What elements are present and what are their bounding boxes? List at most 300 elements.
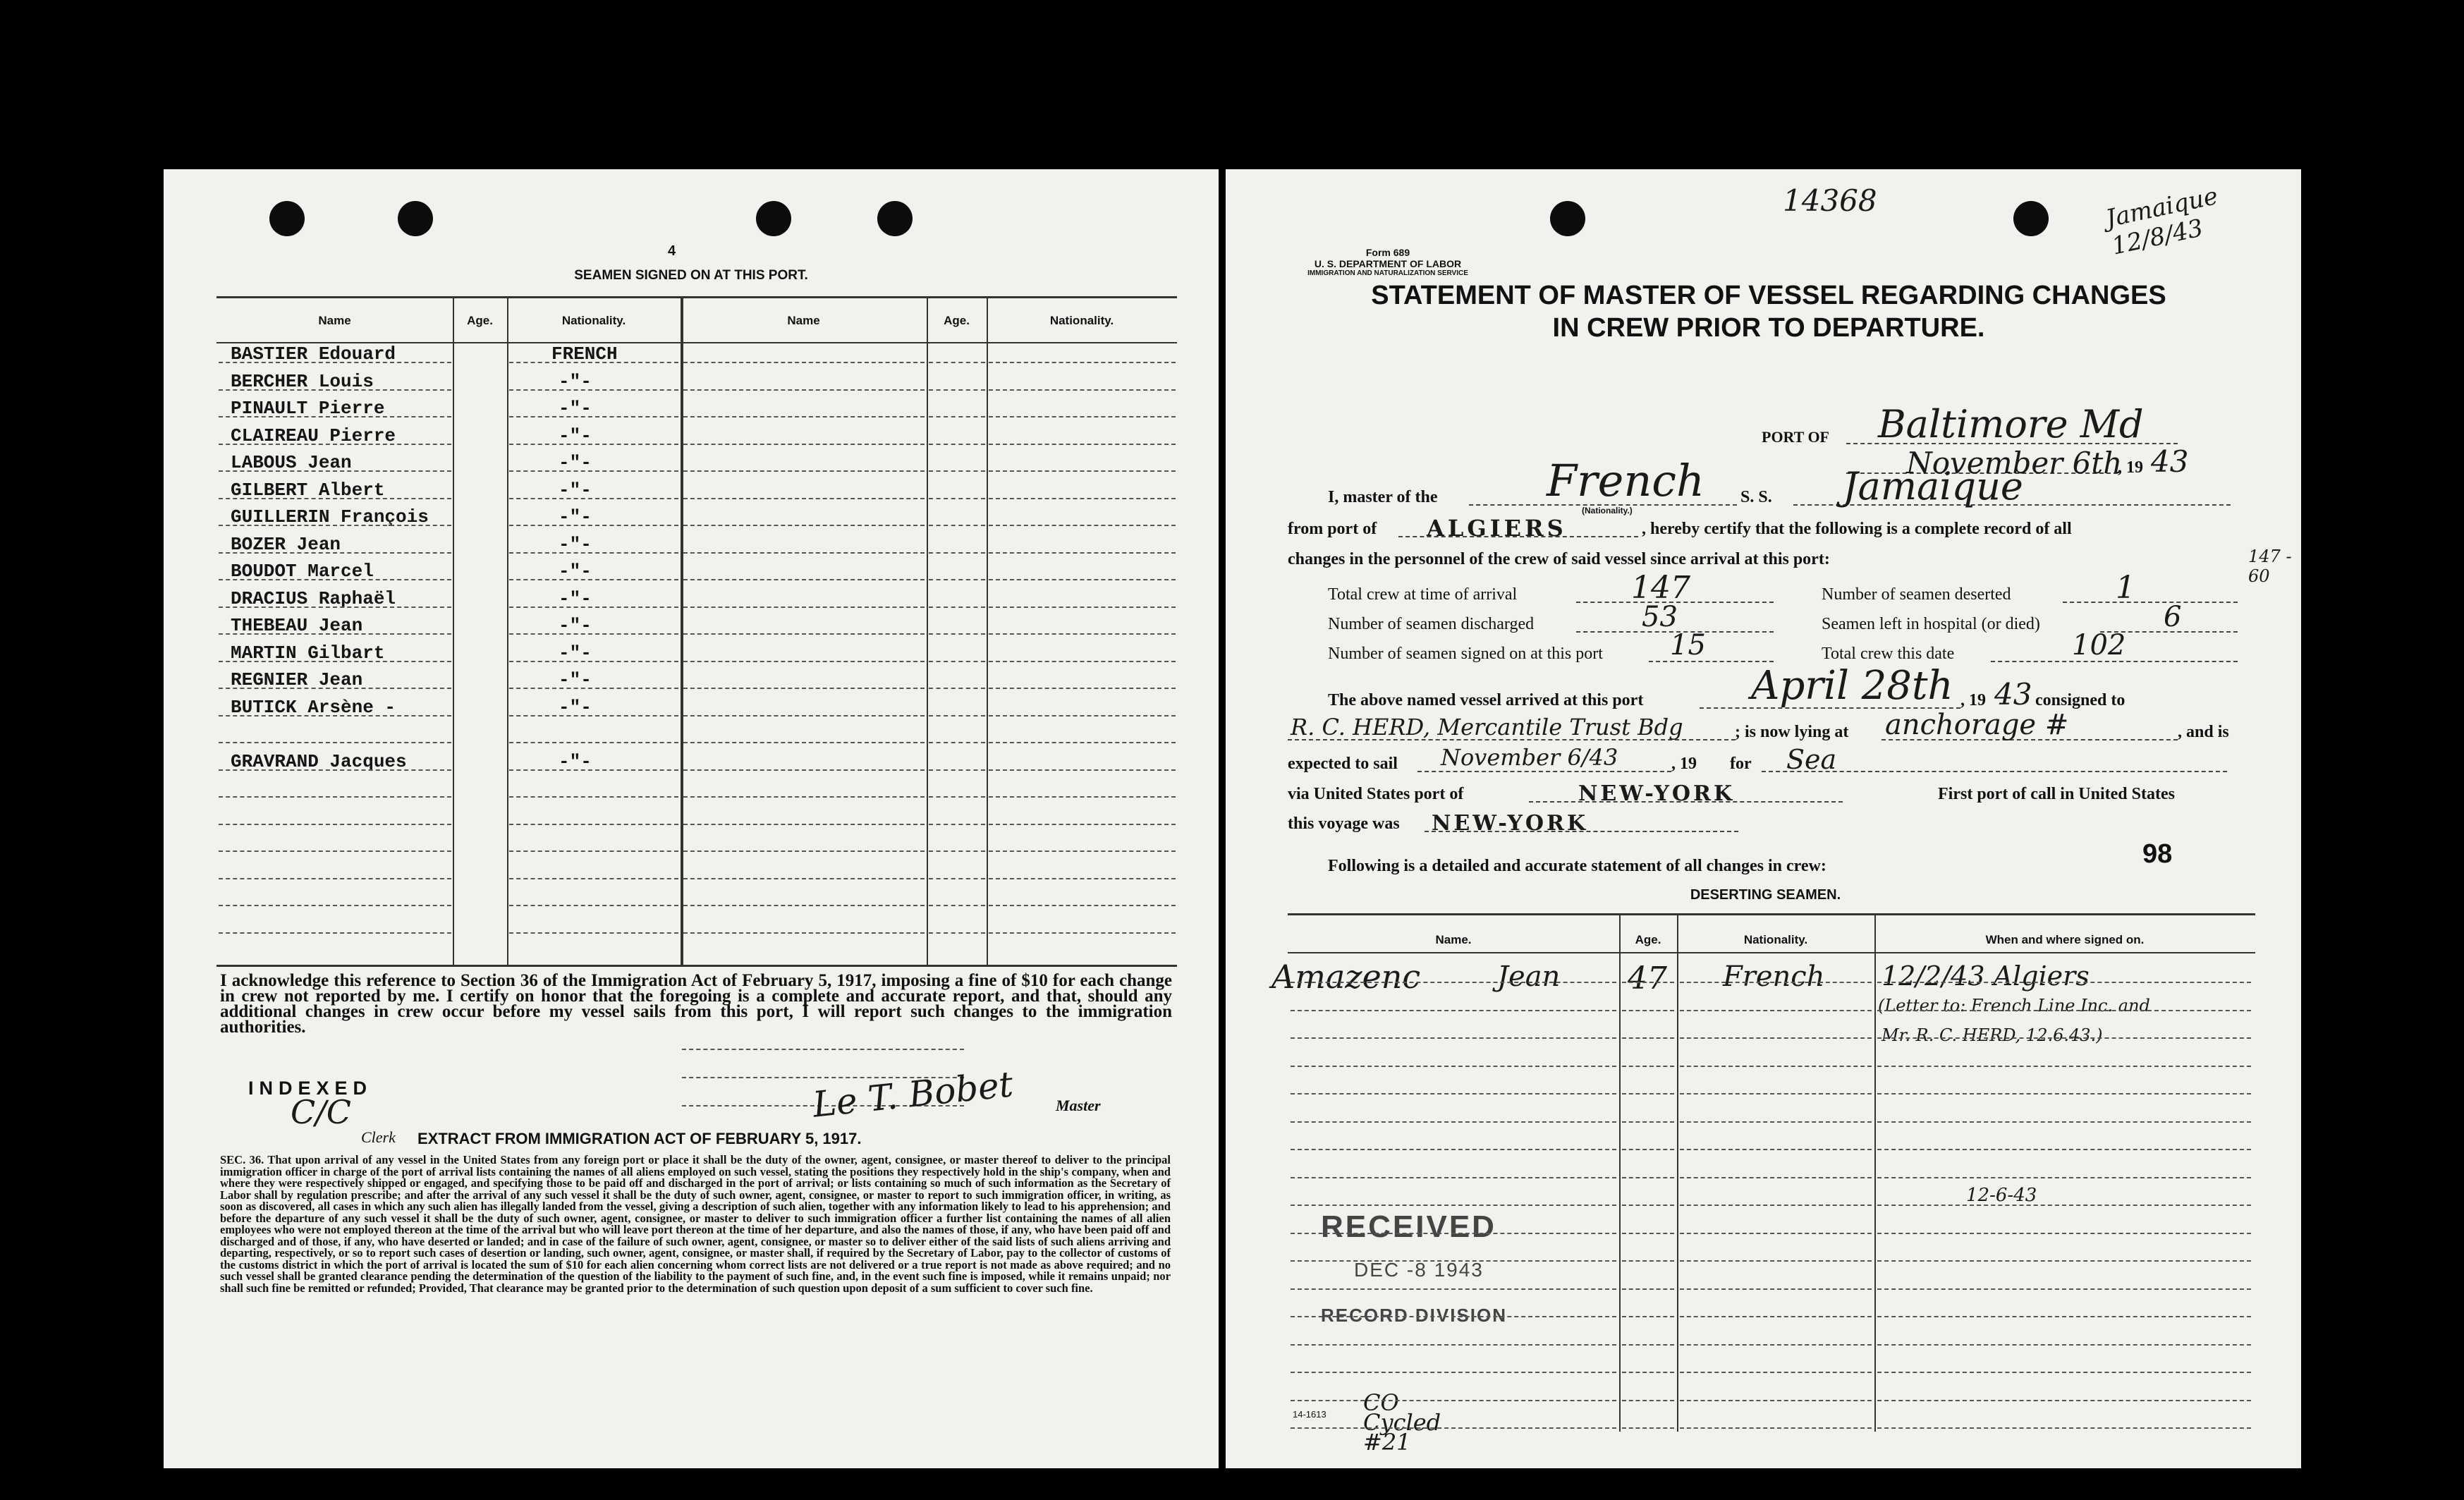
d-col-age: Age.	[1635, 933, 1661, 946]
stamp-number: 14368	[1783, 183, 1877, 218]
master-of-label: I, master of the	[1328, 488, 1438, 506]
d-row-rule	[1680, 1316, 1872, 1317]
d-col-nationality: Nationality.	[1743, 933, 1808, 946]
row-rule	[929, 389, 985, 391]
row-rule	[509, 824, 678, 825]
d-row-rule	[1680, 1288, 1872, 1290]
row-rule	[219, 444, 451, 445]
seaman-name: MARTIN Gilbart	[231, 642, 385, 664]
row-rule	[989, 661, 1176, 662]
d-row-rule	[1877, 1372, 2251, 1373]
row-rule	[989, 850, 1176, 852]
table-top-rule	[216, 296, 1177, 298]
row-rule	[989, 878, 1176, 879]
col-divider	[507, 296, 508, 965]
d-row-rule	[1877, 1344, 2251, 1346]
form-number: Form 689	[1365, 247, 1410, 258]
row-rule	[219, 389, 451, 391]
first-port-label: First port of call in United States	[1938, 785, 2175, 803]
row-rule	[929, 688, 985, 689]
row-rule	[929, 932, 985, 934]
following-text: Following is a detailed and accurate statement of all changes in crew:	[1328, 857, 1826, 875]
d-row-rule	[1680, 1372, 1872, 1373]
seaman-nationality: -"-	[559, 425, 592, 446]
row-rule	[929, 850, 985, 852]
from-port-value: ALGIERS	[1427, 515, 1567, 542]
d-row-rule	[1622, 1288, 1674, 1290]
d-col-divider	[1677, 913, 1678, 1432]
seaman-nationality: -"-	[559, 506, 592, 528]
row-rule	[219, 796, 451, 798]
signature-rule	[682, 1049, 964, 1050]
seaman-name: GRAVRAND Jacques	[231, 750, 407, 772]
row-rule	[929, 579, 985, 580]
d-col-signed: When and where signed on.	[1985, 933, 2145, 946]
row-rule	[509, 444, 678, 445]
row-rule	[219, 362, 451, 363]
corner-note: Jamaique 12/8/43	[2103, 181, 2221, 261]
d-row-rule	[1680, 1093, 1872, 1094]
d-row-rule	[1680, 1177, 1872, 1178]
d-row-rule	[1291, 1400, 1616, 1401]
seaman-name: PINAULT Pierre	[231, 398, 385, 419]
consignee-value: R. C. HERD, Mercantile Trust Bdg	[1291, 714, 1683, 740]
row-rule	[219, 606, 451, 608]
d-row-rule	[1291, 1010, 1616, 1011]
deserter-first: Jean	[1497, 961, 1561, 993]
d-row-rule	[1622, 1316, 1674, 1317]
row-rule	[989, 606, 1176, 608]
d-row-rule	[1877, 1177, 2251, 1178]
record-division: RECORD DIVISION	[1321, 1305, 1508, 1326]
received-stamp: RECEIVED	[1321, 1209, 1496, 1244]
row-rule	[509, 579, 678, 580]
row-rule	[989, 742, 1176, 743]
punch-hole	[398, 201, 433, 236]
signed-rule	[1649, 661, 1774, 662]
row-rule	[989, 796, 1176, 798]
row-rule	[989, 769, 1176, 771]
seaman-name: GILBERT Albert	[231, 479, 385, 501]
row-rule	[929, 878, 985, 879]
d-row-rule	[1877, 1233, 2251, 1234]
d-row-rule	[1622, 1149, 1674, 1150]
d-row-rule	[1622, 1205, 1674, 1206]
seaman-nationality: -"-	[559, 587, 592, 609]
seaman-name: GUILLERIN François	[231, 506, 429, 528]
row-rule	[509, 661, 678, 662]
nationality-caption: (Nationality.)	[1582, 506, 1633, 516]
row-rule	[683, 362, 925, 363]
row-rule	[219, 416, 451, 417]
extract-title: EXTRACT FROM IMMIGRATION ACT OF FEBRUARY 5, 1917.	[417, 1130, 862, 1147]
expected-value: November 6/43	[1441, 744, 1618, 771]
form-title-line2: IN CREW PRIOR TO DEPARTURE.	[1552, 313, 1985, 343]
page-number: 4	[668, 243, 676, 259]
service: IMMIGRATION AND NATURALIZATION SERVICE	[1307, 269, 1468, 277]
department: U. S. DEPARTMENT OF LABOR	[1314, 258, 1462, 269]
d-row-rule	[1680, 1400, 1872, 1401]
row-rule	[989, 715, 1176, 717]
row-rule	[683, 661, 925, 662]
row-rule	[989, 824, 1176, 825]
deserted-rule	[2063, 602, 2238, 603]
date-note: 12-6-43	[1966, 1185, 2037, 1206]
d-row-rule	[1680, 1010, 1872, 1011]
row-rule	[683, 769, 925, 771]
deserter-note1: (Letter to: French Line Inc. and	[1878, 996, 2150, 1016]
punch-hole	[269, 201, 305, 236]
d-row-rule	[1622, 1066, 1674, 1067]
deserter-signed: 12/2/43 Algiers	[1881, 961, 2090, 992]
d-row-rule	[1877, 982, 2251, 983]
row-rule	[219, 661, 451, 662]
arrived-year: 43	[1994, 677, 2032, 712]
row-rule	[683, 633, 925, 635]
row-rule	[683, 444, 925, 445]
extract-text: SEC. 36. That upon arrival of any vessel in the United States from any foreign port or place it shall be the duty of the owner, agent, consignee, or master thereof to deliver to the principal immigration officer in charge of the port of arrival lists containing the names of all aliens employed on such vessel, stating the positions they respectively hold in the ship's company, when and where they were respectively shipped or engaged, and specifying those to be paid off and discharged in the port of arrival; or lists containing so much of such information as the Secretary of Labor shall by regulation prescribe; and after the arrival of any such vessel it shall be the duty of such owner, agent, consignee, or master to report to such immigration officer, in writing, as soon as discovered, all cases in which any such alien has illegally landed from the vessel, giving a description of such alien, together with any information likely to lead to his apprehension; and before the departure of any such vessel it shall be the duty of such owner, agent, consignee, or master to deliver to such immigration officer a further list containing the names of all alien employees who were not employed thereon at the time of the arrival but who will leave port thereon at the time of her departure, and also the names of those, if any, who have been paid off and discharged and of those, if any, who have deserted or landed; and in case of the failure of such owner, agent, consignee, or master so to deliver either of the said lists of such aliens arriving and departing, respectively, or so to report such cases of desertion or landing, such owner, agent, consignee, or master shall, if required by the Secretary of Labor, pay to the collector of customs of the customs district in which the port of arrival is located the sum of $10 for each alien concerning whom correct lists are not delivered or a true report is not made as above required; and no such vessel shall be granted clearance pending the determination of the question of the liability to the payment of such fine, and, in the event such fine is imposed, while it remains unpaid; nor shall such fine be remitted or refunded; Provided, That clearance may be granted prior to the determination of such question upon deposit of a sum sufficient to cover such fine.	[220, 1153, 1171, 1295]
row-rule	[509, 850, 678, 852]
seaman-nationality: -"-	[559, 452, 592, 473]
row-rule	[683, 905, 925, 906]
row-rule	[683, 850, 925, 852]
row-rule	[929, 525, 985, 526]
d-col-divider	[1619, 913, 1621, 1432]
row-rule	[219, 932, 451, 934]
d-row-rule	[1877, 1121, 2251, 1123]
col-header-age-2: Age.	[944, 314, 970, 327]
row-rule	[683, 579, 925, 580]
col-divider	[927, 296, 928, 965]
row-rule	[509, 525, 678, 526]
row-rule	[683, 389, 925, 391]
seaman-nationality: -"-	[559, 398, 592, 419]
row-rule	[989, 688, 1176, 689]
seaman-name: BOUDOT Marcel	[231, 561, 374, 582]
seaman-nationality: -"-	[559, 669, 592, 690]
d-row-rule	[1622, 1260, 1674, 1262]
indexed-stamp: INDEXED	[248, 1078, 373, 1099]
form-title-line1: STATEMENT OF MASTER OF VESSEL REGARDING CHANGES	[1371, 281, 2166, 310]
row-rule	[219, 525, 451, 526]
seaman-name: REGNIER Jean	[231, 669, 363, 690]
d-table-header-rule	[1288, 952, 2255, 953]
total-arrival-label: Total crew at time of arrival	[1328, 585, 1518, 604]
lying-value: anchorage #	[1885, 709, 2069, 741]
d-row-rule	[1291, 1093, 1616, 1094]
d-row-rule	[1877, 1010, 2251, 1011]
count-note: 98	[2142, 839, 2173, 869]
d-row-rule	[1877, 1093, 2251, 1094]
d-row-rule	[1291, 1288, 1616, 1290]
row-rule	[683, 796, 925, 798]
received-date: DEC -8 1943	[1354, 1259, 1484, 1281]
seaman-name: THEBEAU Jean	[231, 615, 363, 636]
d-row-rule	[1680, 1121, 1872, 1123]
row-rule	[509, 905, 678, 906]
row-rule	[929, 498, 985, 499]
for-label: for	[1730, 755, 1752, 773]
hospital-label: Seamen left in hospital (or died)	[1822, 615, 2040, 633]
row-rule	[989, 552, 1176, 554]
row-rule	[929, 444, 985, 445]
deserter-surname: Amazenc	[1271, 958, 1421, 996]
d-row-rule	[1291, 1372, 1616, 1373]
row-rule	[989, 389, 1176, 391]
row-rule	[509, 389, 678, 391]
deserted-value: 1	[2116, 570, 2135, 606]
row-rule	[929, 552, 985, 554]
deserter-note2: Mr. R. C. HERD, 12.6.43.)	[1881, 1025, 2103, 1045]
seaman-name: BASTIER Edouard	[231, 343, 396, 365]
discharged-label: Number of seamen discharged	[1328, 615, 1535, 633]
d-row-rule	[1622, 1233, 1674, 1234]
d-row-rule	[1622, 1121, 1674, 1123]
row-rule	[989, 932, 1176, 934]
row-rule	[509, 470, 678, 472]
d-row-rule	[1680, 1427, 1872, 1429]
d-row-rule	[1680, 982, 1872, 983]
col-divider	[453, 296, 454, 965]
footer-code: 14-1613	[1293, 1409, 1326, 1420]
d-row-rule	[1291, 1066, 1616, 1067]
row-rule	[683, 498, 925, 499]
col-header-nationality-2: Nationality.	[1049, 314, 1114, 327]
d-row-rule	[1622, 1400, 1674, 1401]
row-rule	[929, 796, 985, 798]
master-label: Master	[1056, 1097, 1101, 1114]
row-rule	[989, 416, 1176, 417]
d-row-rule	[1622, 1177, 1674, 1178]
for-value: Sea	[1786, 744, 1837, 775]
seaman-nationality: -"-	[559, 696, 592, 718]
d-row-rule	[1680, 1037, 1872, 1039]
d-row-rule	[1680, 1205, 1872, 1206]
row-rule	[219, 552, 451, 554]
row-rule	[929, 633, 985, 635]
nationality-value: French	[1547, 455, 1704, 506]
punch-hole	[877, 201, 913, 236]
row-rule	[929, 606, 985, 608]
right-page	[1226, 169, 2301, 1468]
row-rule	[683, 824, 925, 825]
d-row-rule	[1877, 1288, 2251, 1290]
d-row-rule	[1622, 1037, 1674, 1039]
d-row-rule	[1877, 1400, 2251, 1401]
row-rule	[509, 769, 678, 771]
d-row-rule	[1877, 1316, 2251, 1317]
col-divider	[987, 296, 988, 965]
date-value: November 6th	[1906, 446, 2123, 480]
row-rule	[683, 688, 925, 689]
ship-value: Jamaique	[1843, 464, 2023, 508]
row-rule	[509, 362, 678, 363]
row-rule	[989, 525, 1176, 526]
row-rule	[683, 606, 925, 608]
row-rule	[219, 498, 451, 499]
deserted-label: Number of seamen deserted	[1822, 585, 2011, 604]
clerk-initials: C/C	[291, 1093, 351, 1131]
seaman-name: BERCHER Louis	[231, 370, 374, 392]
signed-label: Number of seamen signed on at this port	[1328, 645, 1603, 663]
arrived-value: April 28th	[1751, 663, 1953, 709]
row-rule	[509, 416, 678, 417]
total-date-label: Total crew this date	[1822, 645, 1955, 663]
via-value: NEW-YORK	[1578, 781, 1736, 806]
row-rule	[219, 905, 451, 906]
voyage-value: NEW-YORK	[1432, 811, 1589, 836]
d-row-rule	[1680, 1149, 1872, 1150]
seaman-nationality: -"-	[559, 615, 592, 636]
row-rule	[509, 633, 678, 635]
seaman-name: CLAIREAU Pierre	[231, 425, 396, 446]
expected-label: expected to sail	[1288, 755, 1398, 773]
row-rule	[683, 878, 925, 879]
deserter-age: 47	[1628, 961, 1667, 996]
row-rule	[929, 905, 985, 906]
row-rule	[509, 932, 678, 934]
row-rule	[989, 633, 1176, 635]
acknowledgment-text: I acknowledge this reference to Section 36 of the Immigration Act of February 5, 1917, imposing a fine of $10 for each change in crew not reported by me. I certify on honor that the foregoing is a complete and accurate report, and that, should any additional changes in crew occur before my vessel sails from this port, I will report such changes to the immigration authorities.	[220, 971, 1172, 1037]
row-rule	[683, 416, 925, 417]
from-port-label: from port of	[1288, 520, 1377, 538]
row-rule	[683, 932, 925, 934]
clerk-label: Clerk	[361, 1128, 396, 1146]
row-rule	[509, 606, 678, 608]
row-rule	[929, 769, 985, 771]
row-rule	[929, 824, 985, 825]
d-row-rule	[1680, 1344, 1872, 1346]
left-title: SEAMEN SIGNED ON AT THIS PORT.	[574, 268, 808, 283]
seaman-nationality: -"-	[559, 479, 592, 501]
col-divider	[681, 296, 683, 965]
seaman-nationality: -"-	[559, 561, 592, 582]
d-row-rule	[1877, 1037, 2251, 1039]
master-signature: Le T. Bobet	[810, 1063, 1016, 1126]
row-rule	[219, 715, 451, 717]
signed-value: 15	[1670, 629, 1706, 661]
row-rule	[683, 715, 925, 717]
row-rule	[219, 742, 451, 743]
changes-text: changes in the personnel of the crew of said vessel since arrival at this port:	[1288, 550, 1830, 568]
deserting-title: DESERTING SEAMEN.	[1690, 887, 1841, 903]
seaman-nationality: -"-	[559, 370, 592, 392]
row-rule	[219, 470, 451, 472]
consigned-label: consigned to	[2035, 691, 2125, 709]
and-is: , and is	[2178, 723, 2229, 741]
seaman-name: BUTICK Arsène -	[231, 696, 396, 718]
d-col-divider	[1874, 913, 1876, 1432]
row-rule	[929, 470, 985, 472]
row-rule	[929, 742, 985, 743]
d-row-rule	[1291, 982, 1616, 983]
row-rule	[683, 742, 925, 743]
row-rule	[989, 444, 1176, 445]
d-col-name: Name.	[1435, 933, 1472, 946]
d-row-rule	[1680, 1066, 1872, 1067]
table-bottom-rule	[216, 965, 1177, 967]
left-page	[164, 169, 1219, 1468]
expected-year: , 19	[1671, 755, 1697, 773]
d-row-rule	[1291, 1205, 1616, 1206]
d-row-rule	[1680, 1260, 1872, 1262]
row-rule	[683, 525, 925, 526]
row-rule	[989, 470, 1176, 472]
discharged-value: 53	[1642, 601, 1678, 633]
row-rule	[509, 742, 678, 743]
d-row-rule	[1291, 1427, 1616, 1429]
d-row-rule	[1622, 1427, 1674, 1429]
d-row-rule	[1291, 1260, 1616, 1262]
d-row-rule	[1877, 1066, 2251, 1067]
row-rule	[989, 579, 1176, 580]
lying-label: ; is now lying at	[1735, 723, 1849, 741]
d-table-top	[1288, 913, 2255, 915]
footer-hand: CO Cycled #21	[1363, 1389, 1441, 1456]
row-rule	[929, 715, 985, 717]
expected-rule	[1417, 771, 1671, 772]
d-row-rule	[1622, 1372, 1674, 1373]
row-rule	[989, 498, 1176, 499]
d-row-rule	[1877, 1427, 2251, 1429]
ss-label: S. S.	[1740, 488, 1772, 506]
arrived-label: The above named vessel arrived at this port	[1328, 691, 1644, 709]
d-row-rule	[1877, 1149, 2251, 1150]
d-row-rule	[1622, 1010, 1674, 1011]
d-row-rule	[1622, 982, 1674, 983]
row-rule	[219, 850, 451, 852]
row-rule	[509, 715, 678, 717]
row-rule	[219, 769, 451, 771]
row-rule	[509, 688, 678, 689]
row-rule	[929, 416, 985, 417]
year-prefix: , 19	[2118, 458, 2143, 477]
total-date-value: 102	[2072, 629, 2126, 661]
row-rule	[219, 688, 451, 689]
row-rule	[509, 878, 678, 879]
seaman-nationality: -"-	[559, 533, 592, 555]
d-row-rule	[1877, 1205, 2251, 1206]
certify-text: , hereby certify that the following is a complete record of all	[1642, 520, 2072, 538]
seaman-name: LABOUS Jean	[231, 452, 352, 473]
row-rule	[509, 796, 678, 798]
row-rule	[509, 552, 678, 554]
seaman-name: DRACIUS Raphaël	[231, 587, 396, 609]
d-row-rule	[1291, 1177, 1616, 1178]
d-row-rule	[1622, 1093, 1674, 1094]
seaman-name: BOZER Jean	[231, 533, 341, 555]
hospital-value: 6	[2164, 601, 2182, 633]
d-row-rule	[1291, 1121, 1616, 1123]
d-row-rule	[1622, 1344, 1674, 1346]
via-label: via United States port of	[1288, 785, 1464, 803]
arrived-year-prefix: , 19	[1960, 691, 1986, 709]
row-rule	[219, 824, 451, 825]
port-value: Baltimore Md	[1878, 402, 2144, 446]
seaman-nationality: -"-	[559, 750, 592, 772]
row-rule	[219, 579, 451, 580]
punch-hole	[1550, 201, 1585, 236]
row-rule	[929, 362, 985, 363]
total-arrival-value: 147	[1631, 570, 1690, 606]
deserter-nationality: French	[1723, 961, 1825, 993]
d-row-rule	[1877, 1260, 2251, 1262]
row-rule	[219, 633, 451, 635]
row-rule	[989, 362, 1176, 363]
row-rule	[989, 905, 1176, 906]
d-row-rule	[1291, 1316, 1616, 1317]
d-row-rule	[1291, 1037, 1616, 1039]
